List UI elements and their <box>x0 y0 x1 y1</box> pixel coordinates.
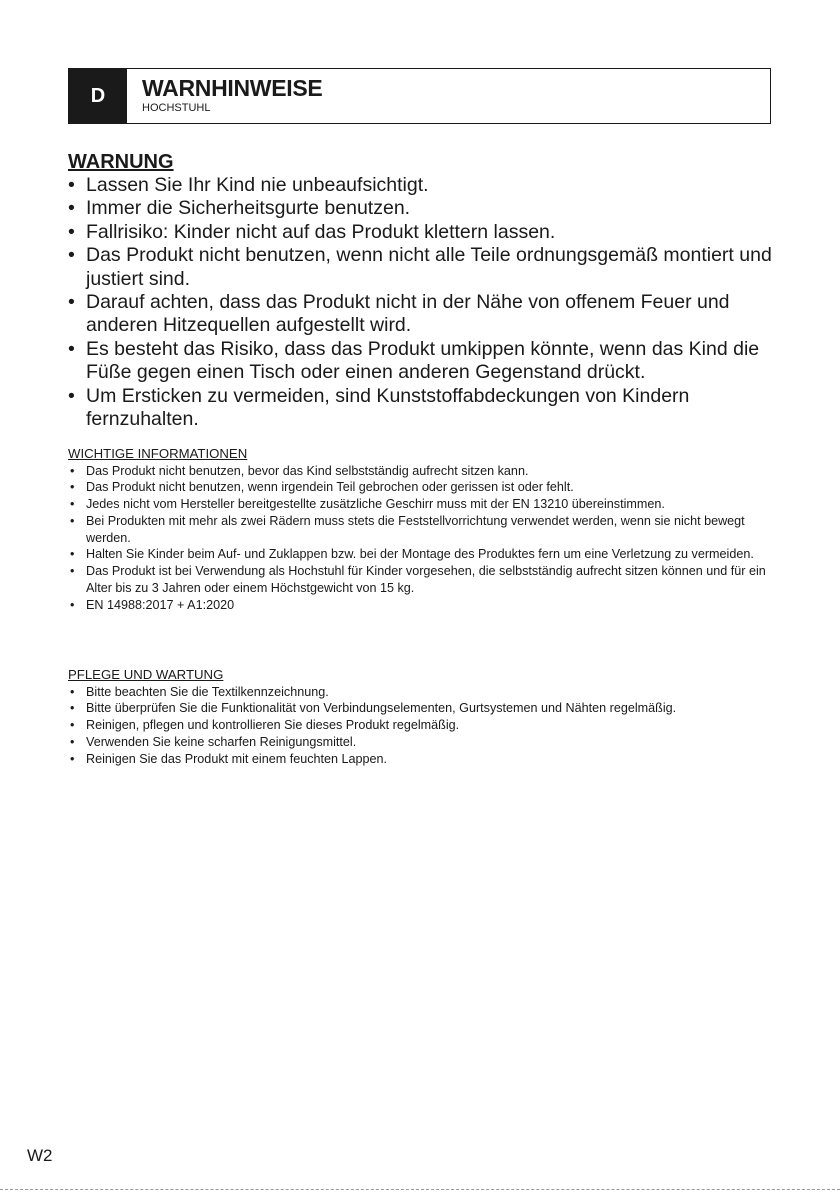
info-item: • Das Produkt ist bei Verwendung als Hochstuhl für Kinder vorgesehen, die selbstständig aufrecht sitzen können und für ein Alter bis zu 3 Jahren oder einem Höchstgewicht von 15 kg. <box>68 563 778 597</box>
warning-item: • Lassen Sie Ihr Kind nie unbeaufsichtigt. <box>68 174 778 197</box>
care-item: • Verwenden Sie keine scharfen Reinigungsmittel. <box>68 734 778 751</box>
info-item: • Das Produkt nicht benutzen, bevor das Kind selbstständig aufrecht sitzen kann. <box>68 463 778 480</box>
warning-heading: WARNUNG <box>68 151 174 173</box>
page-title: WARNHINWEISE <box>142 75 323 101</box>
page-number: W2 <box>27 1146 53 1165</box>
section-header <box>68 68 771 124</box>
warning-section <box>68 150 778 431</box>
warning-list <box>68 174 778 431</box>
care-item: • Bitte beachten Sie die Textilkennzeichnung. <box>68 684 778 701</box>
care-section <box>68 667 778 767</box>
care-list <box>68 684 778 768</box>
warning-item: • Um Ersticken zu vermeiden, sind Kunststoffabdeckungen von Kindern fernzuhalten. <box>68 385 778 432</box>
info-item: • Das Produkt nicht benutzen, wenn irgendein Teil gebrochen oder gerissen ist oder fehlt. <box>68 479 778 496</box>
warning-item: • Darauf achten, dass das Produkt nicht in der Nähe von offenem Feuer und anderen Hitzequellen aufgestellt wird. <box>68 291 778 338</box>
info-item: • Bei Produkten mit mehr als zwei Rädern muss stets die Feststellvorrichtung verwendet werden, wenn sie nicht bewegt werden. <box>68 513 778 547</box>
care-heading: PFLEGE UND WARTUNG <box>68 667 224 682</box>
page-subtitle: HOCHSTUHL <box>142 102 211 114</box>
language-badge: D <box>69 69 127 123</box>
warning-item: • Das Produkt nicht benutzen, wenn nicht alle Teile ordnungsgemäß montiert und justiert sind. <box>68 244 778 291</box>
page-divider <box>0 1189 840 1190</box>
header-title-block <box>127 69 322 123</box>
care-item: • Bitte überprüfen Sie die Funktionalität von Verbindungselementen, Gurtsystemen und Nähten regelmäßig. <box>68 700 778 717</box>
warning-item: • Immer die Sicherheitsgurte benutzen. <box>68 197 778 220</box>
important-info-section <box>68 446 778 614</box>
info-item: • Halten Sie Kinder beim Auf- und Zuklappen bzw. bei der Montage des Produktes fern um eine Verletzung zu vermeiden. <box>68 546 778 563</box>
warning-item: • Fallrisiko: Kinder nicht auf das Produkt klettern lassen. <box>68 221 778 244</box>
info-item: • EN 14988:2017 + A1:2020 <box>68 597 778 614</box>
important-info-heading: WICHTIGE INFORMATIONEN <box>68 446 248 461</box>
care-item: • Reinigen, pflegen und kontrollieren Sie dieses Produkt regelmäßig. <box>68 717 778 734</box>
warning-item: • Es besteht das Risiko, dass das Produkt umkippen könnte, wenn das Kind die Füße gegen einen Tisch oder einen anderen Gegenstand drückt. <box>68 338 778 385</box>
care-item: • Reinigen Sie das Produkt mit einem feuchten Lappen. <box>68 751 778 768</box>
important-info-list <box>68 463 778 614</box>
info-item: • Jedes nicht vom Hersteller bereitgestellte zusätzliche Geschirr muss mit der EN 13210 übereinstimmen. <box>68 496 778 513</box>
